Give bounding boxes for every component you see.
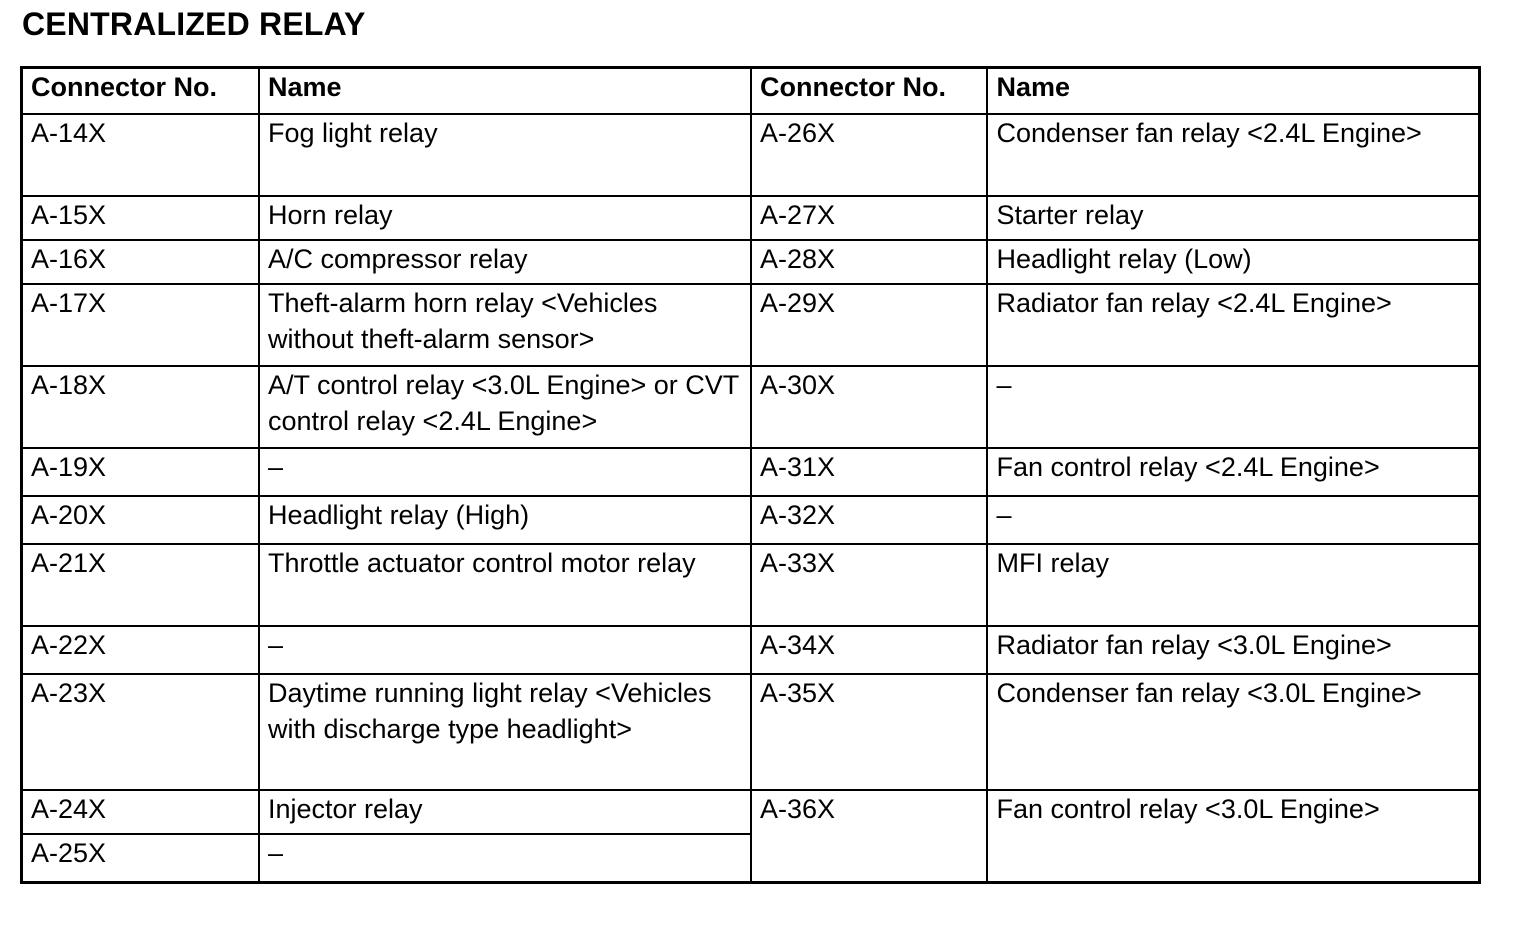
name-cell: Condenser fan relay <2.4L Engine> (987, 114, 1479, 196)
name-cell: Condenser fan relay <3.0L Engine> (987, 674, 1479, 790)
connector-cell: A-17X (22, 284, 259, 366)
connector-cell: A-28X (751, 240, 987, 284)
table-row (22, 496, 1480, 544)
name-cell: Radiator fan relay <2.4L Engine> (987, 284, 1479, 366)
connector-cell: A-21X (22, 544, 259, 626)
table-row (22, 448, 1480, 496)
connector-cell: A-34X (751, 626, 987, 674)
connector-cell: A-36X (751, 790, 987, 883)
name-cell: Starter relay (987, 196, 1479, 240)
connector-cell: A-30X (751, 366, 987, 448)
table-row (22, 240, 1480, 284)
connector-cell: A-33X (751, 544, 987, 626)
table-row (22, 674, 1480, 790)
connector-cell: A-32X (751, 496, 987, 544)
name-cell: – (259, 448, 751, 496)
name-cell: Horn relay (259, 196, 751, 240)
table-row (22, 366, 1480, 448)
table-row (22, 544, 1480, 626)
header-name-right: Name (987, 68, 1479, 115)
table-row (22, 196, 1480, 240)
table-row (22, 284, 1480, 366)
table-row (22, 790, 1480, 834)
name-cell: Daytime running light relay <Vehicles with discharge type headlight> (259, 674, 751, 790)
table-row (22, 114, 1480, 196)
connector-cell: A-29X (751, 284, 987, 366)
name-cell: Headlight relay (High) (259, 496, 751, 544)
connector-cell: A-18X (22, 366, 259, 448)
connector-cell: A-24X (22, 790, 259, 834)
name-cell: – (987, 496, 1479, 544)
connector-cell: A-20X (22, 496, 259, 544)
connector-cell: A-14X (22, 114, 259, 196)
connector-cell: A-35X (751, 674, 987, 790)
connector-cell: A-19X (22, 448, 259, 496)
header-name-left: Name (259, 68, 751, 115)
connector-cell: A-26X (751, 114, 987, 196)
connector-cell: A-23X (22, 674, 259, 790)
name-cell: – (259, 834, 751, 883)
connector-cell: A-27X (751, 196, 987, 240)
name-cell: Fan control relay <3.0L Engine> (987, 790, 1479, 883)
connector-cell: A-22X (22, 626, 259, 674)
name-cell: Headlight relay (Low) (987, 240, 1479, 284)
name-cell: A/T control relay <3.0L Engine> or CVT control relay <2.4L Engine> (259, 366, 751, 448)
page-title: CENTRALIZED RELAY (22, 6, 366, 42)
table-row (22, 626, 1480, 674)
header-connector-right: Connector No. (751, 68, 987, 115)
name-cell: – (987, 366, 1479, 448)
name-cell: Theft-alarm horn relay <Vehicles without theft-alarm sensor> (259, 284, 751, 366)
name-cell: Throttle actuator control motor relay (259, 544, 751, 626)
connector-cell: A-16X (22, 240, 259, 284)
name-cell: Injector relay (259, 790, 751, 834)
table-header-row (22, 68, 1480, 115)
connector-cell: A-15X (22, 196, 259, 240)
name-cell: – (259, 626, 751, 674)
relay-table (20, 66, 1481, 884)
name-cell: MFI relay (987, 544, 1479, 626)
name-cell: A/C compressor relay (259, 240, 751, 284)
name-cell: Fog light relay (259, 114, 751, 196)
header-connector-left: Connector No. (22, 68, 259, 115)
name-cell: Fan control relay <2.4L Engine> (987, 448, 1479, 496)
connector-cell: A-25X (22, 834, 259, 883)
name-cell: Radiator fan relay <3.0L Engine> (987, 626, 1479, 674)
connector-cell: A-31X (751, 448, 987, 496)
